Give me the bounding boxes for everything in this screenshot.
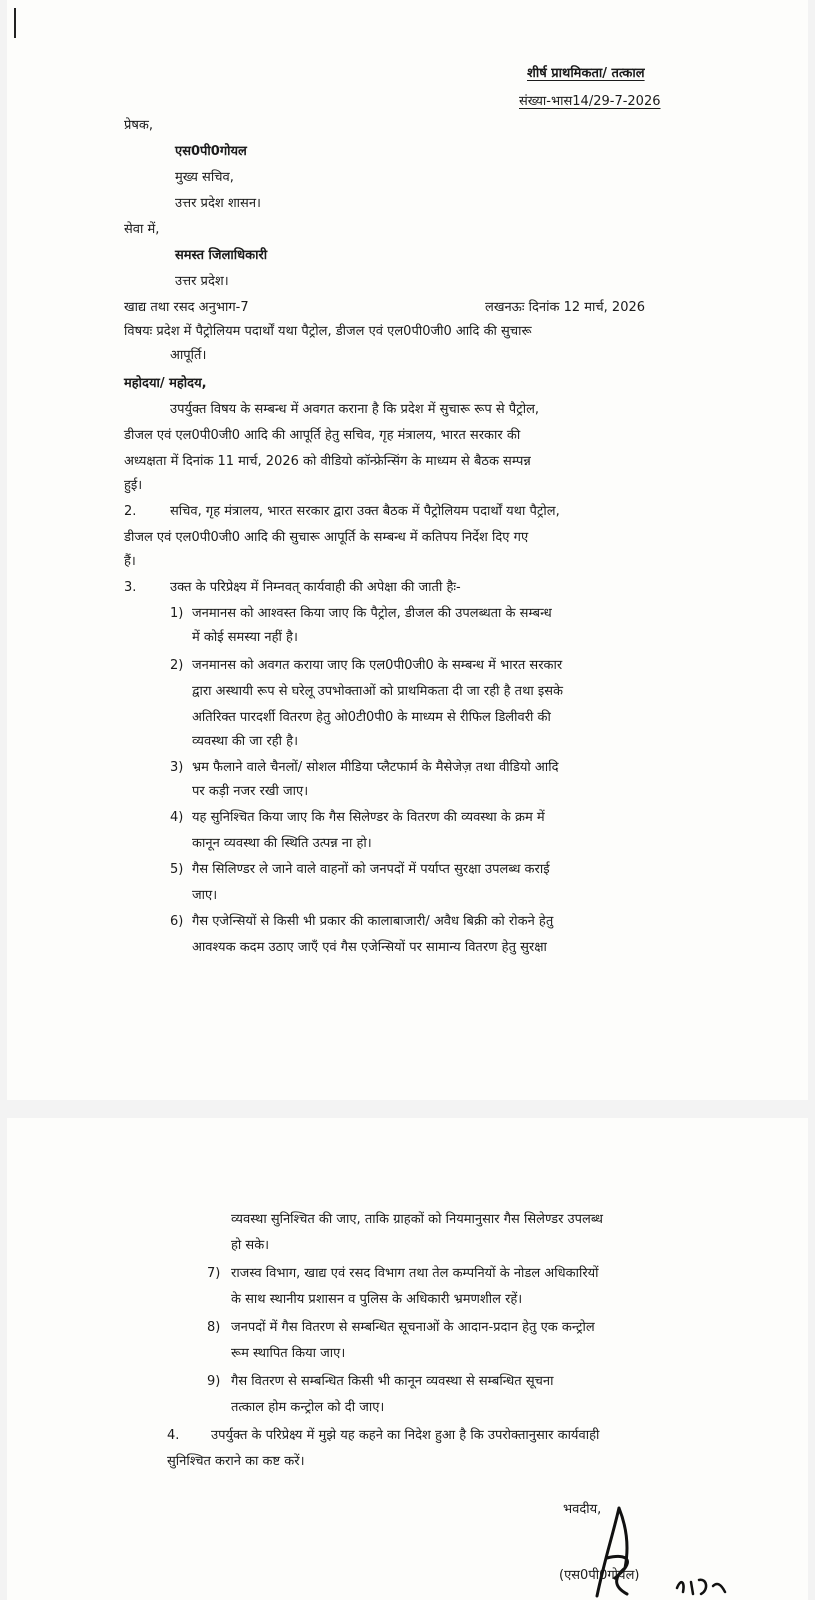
scan-edge-mark: [14, 8, 16, 38]
para4-number: 4.: [167, 1428, 180, 1443]
sender-designation: मुख्य सचिव,: [175, 170, 234, 185]
list-item-number: 5): [170, 862, 184, 877]
list-item-number: 2): [170, 658, 184, 673]
list-item-line: व्यवस्था सुनिश्चित की जाए, ताकि ग्राहकों को नियमानुसार गैस सिलेण्डर उपलब्ध: [231, 1212, 603, 1227]
list-item-line: अतिरिक्त पारदर्शी वितरण हेतु ओ0टी0पी0 के माध्यम से रीफिल डिलीवरी की: [192, 710, 551, 725]
list-item-line: गैस सिलिण्डर ले जाने वाले वाहनों को जनपदों में पर्याप्त सुरक्षा उपलब्ध कराई: [192, 862, 550, 877]
list-item-line: हो सके।: [231, 1238, 270, 1253]
para1-line: उपर्युक्त विषय के सम्बन्ध में अवगत कराना है कि प्रदेश में सुचारू रूप से पैट्रोल,: [170, 402, 540, 417]
para1-line: अध्यक्षता में दिनांक 11 मार्च, 2026 को वीडियो कॉन्फ्रेन्सिंग के माध्यम से बैठक सम्पन्न: [124, 454, 531, 469]
para2-number: 2.: [124, 504, 137, 519]
sender-label: प्रेषक,: [124, 118, 154, 133]
para2-line: डीजल एवं एल0पी0जी0 आदि की सुचारू आपूर्ति के सम्बन्ध में कतिपय निर्देश दिए गए: [124, 530, 529, 545]
list-item-line: जनमानस को अवगत कराया जाए कि एल0पी0जी0 के सम्बन्ध में भारत सरकार: [192, 658, 563, 673]
department: खाद्य तथा रसद अनुभाग-7: [124, 300, 249, 315]
list-item-number: 3): [170, 760, 184, 775]
list-item-line: व्यवस्था की जा रही है।: [192, 734, 298, 749]
list-item-line: भ्रम फैलाने वाले चैनलों/ सोशल मीडिया प्लैटफार्म के मैसेजेज़ तथा वीडियो आदि: [192, 760, 559, 775]
list-item-line: राजस्व विभाग, खाद्य एवं रसद विभाग तथा तेल कम्पनियों के नोडल अधिकारियों: [231, 1266, 599, 1281]
list-item-line: जाए।: [192, 888, 218, 903]
para1-line: हुई।: [124, 478, 143, 493]
priority-heading: शीर्ष प्राथमिकता/ तत्काल: [527, 66, 645, 81]
para2-line: हैं।: [124, 554, 136, 569]
list-item-number: 6): [170, 914, 184, 929]
salutation: महोदया/ महोदय,: [124, 376, 207, 391]
list-item-line: रूम स्थापित किया जाए।: [231, 1346, 346, 1361]
para4-line: सुनिश्चित कराने का कष्ट करें।: [167, 1454, 305, 1469]
list-item-line: में कोई समस्या नहीं है।: [192, 630, 298, 645]
recipient-place: उत्तर प्रदेश।: [175, 274, 229, 289]
list-item-line: पर कड़ी नजर रखी जाए।: [192, 784, 309, 799]
para2-line: सचिव, गृह मंत्रालय, भारत सरकार द्वारा उक्त बैठक में पैट्रोलियम पदार्थों यथा पैट्रोल,: [170, 504, 560, 519]
list-item-number: 8): [207, 1320, 221, 1335]
sender-name: एस0पी0गोयल: [175, 144, 247, 159]
list-item-line: कानून व्यवस्था की स्थिति उत्पन्न ना हो।: [192, 836, 372, 851]
place-date: लखनऊः दिनांक 12 मार्च, 2026: [485, 300, 646, 315]
list-item-line: यह सुनिश्चित किया जाए कि गैस सिलेण्डर के वितरण की व्यवस्था के क्रम में: [192, 810, 545, 825]
closing: भवदीय,: [563, 1502, 602, 1517]
list-item-line: गैस एजेन्सियों से किसी भी प्रकार की कालाबाजारी/ अवैध बिक्री को रोकने हेतु: [192, 914, 554, 929]
list-item-line: जनमानस को आश्वस्त किया जाए कि पैट्रोल, डीजल की उपलब्धता के सम्बन्ध: [192, 606, 552, 621]
list-item-line: गैस वितरण से सम्बन्धित किसी भी कानून व्यवस्था से सम्बन्धित सूचना: [231, 1374, 554, 1389]
para3-intro: उक्त के परिप्रेक्ष्य में निम्नवत् कार्यवाही की अपेक्षा की जाती हैः-: [170, 580, 461, 595]
sender-office: उत्तर प्रदेश शासन।: [175, 196, 261, 211]
signatory-name: (एस0पी0गोयल): [559, 1568, 640, 1583]
subject-line-1: विषयः प्रदेश में पैट्रोलियम पदार्थों यथा पैट्रोल, डीजल एवं एल0पी0जी0 आदि की सुचारू: [124, 324, 532, 339]
list-item-line: द्वारा अस्थायी रूप से घरेलू उपभोक्ताओं को प्राथमिकता दी जा रही है तथा इसके: [192, 684, 564, 699]
handwritten-signature: [567, 1498, 737, 1600]
para3-number: 3.: [124, 580, 137, 595]
list-item-line: आवश्यक कदम उठाए जाएँ एवं गैस एजेन्सियों पर सामान्य वितरण हेतु सुरक्षा: [192, 940, 547, 955]
letter-number: संख्या-भास14/29-7-2026: [519, 94, 661, 109]
subject-line-2: आपूर्ति।: [170, 348, 207, 363]
letter-page-2: [7, 1118, 808, 1600]
recipient-name: समस्त जिलाधिकारी: [175, 248, 268, 263]
list-item-line: के साथ स्थानीय प्रशासन व पुलिस के अधिकारी भ्रमणशील रहें।: [231, 1292, 523, 1307]
recipient-label: सेवा में,: [124, 222, 160, 237]
list-item-line: जनपदों में गैस वितरण से सम्बन्धित सूचनाओं के आदान-प्रदान हेतु एक कन्ट्रोल: [231, 1320, 595, 1335]
list-item-number: 7): [207, 1266, 221, 1281]
letter-page-1: [7, 0, 808, 1100]
para1-line: डीजल एवं एल0पी0जी0 आदि की आपूर्ति हेतु सचिव, गृह मंत्रालय, भारत सरकार की: [124, 428, 521, 443]
list-item-line: तत्काल होम कन्ट्रोल को दी जाए।: [231, 1400, 385, 1415]
list-item-number: 1): [170, 606, 184, 621]
list-item-number: 4): [170, 810, 184, 825]
para4-line: उपर्युक्त के परिप्रेक्ष्य में मुझे यह कहने का निदेश हुआ है कि उपरोक्तानुसार कार्यवाही: [211, 1428, 600, 1443]
list-item-number: 9): [207, 1374, 221, 1389]
